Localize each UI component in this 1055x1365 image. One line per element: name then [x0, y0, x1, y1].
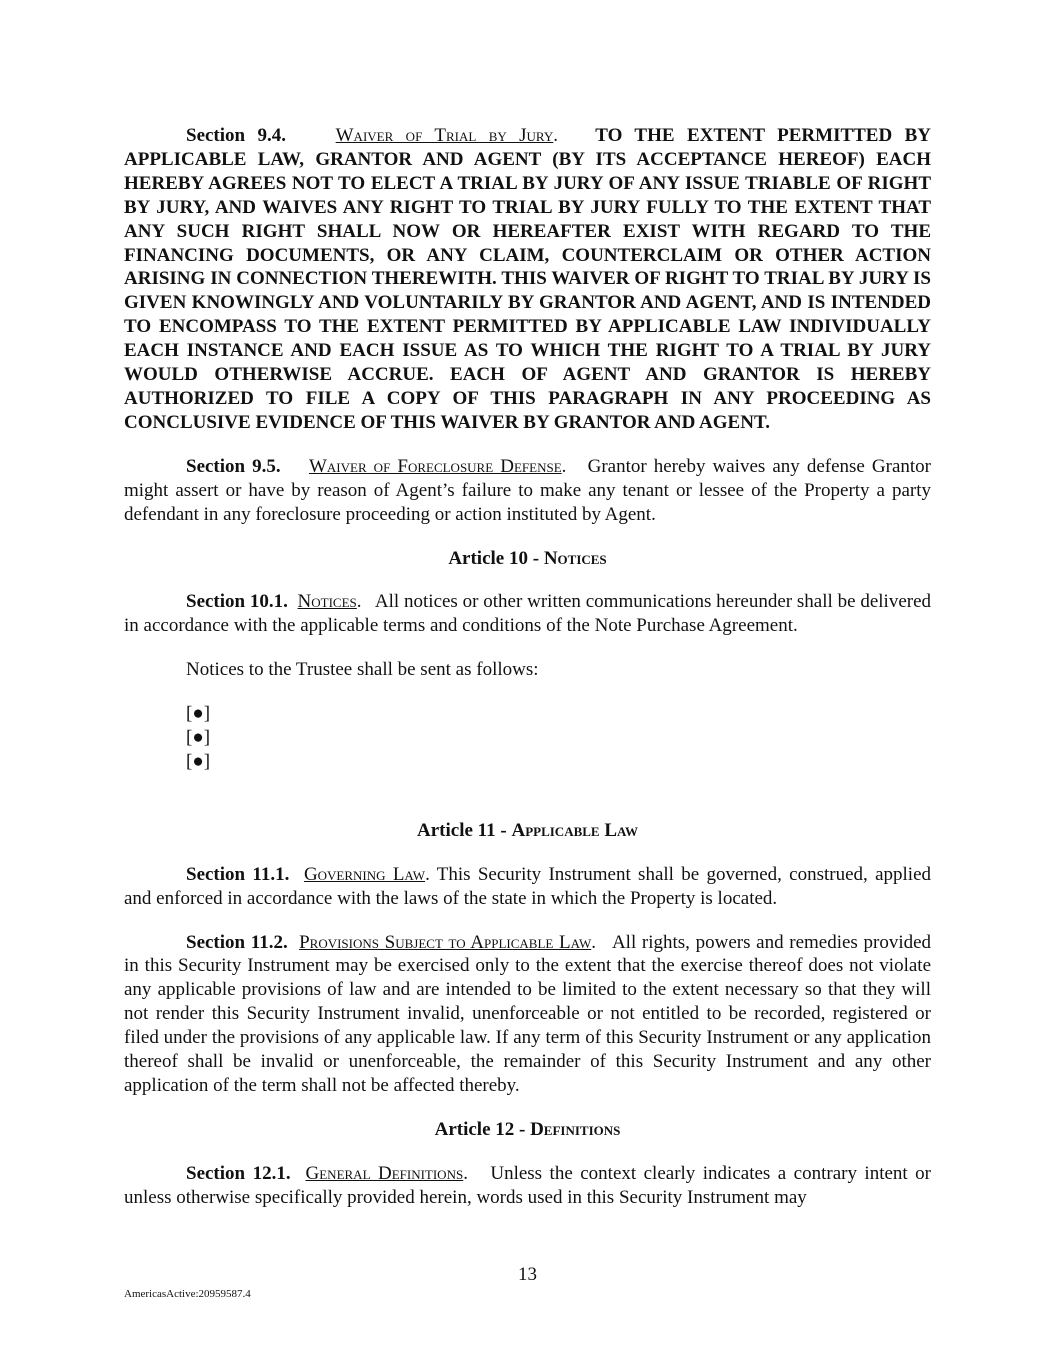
page-content: [124, 124, 931, 1210]
address-placeholder: [●]: [186, 727, 211, 749]
section-label: Section 11.2.: [186, 931, 288, 953]
section-10-1: Section 10.1. Notices. All notices or other written communications hereunder shall be delivered in accordance with the applicable terms and conditions of the Note Purchase Agreement.: [124, 591, 932, 637]
article-title: Definitions: [530, 1118, 621, 1140]
section-title: Provisions Subject to Applicable Law: [299, 931, 592, 953]
section-title: Governing Law: [303, 863, 426, 885]
section-12-1: Section 12.1. General Definitions. Unless the context clearly indicates a contrary intent or unless otherwise specifically provided herein, words used in this Security Instrument may: [124, 1162, 932, 1208]
notice-address-block: [124, 702, 931, 774]
article-11-heading: [124, 819, 931, 843]
section-label: Section 9.4.: [186, 125, 287, 146]
article-title: Notices: [543, 547, 607, 569]
section-body: All notices or other written communications hereunder shall be delivered in accordance with the applicable terms and conditions of the Note Purchase Agreement.: [124, 591, 932, 637]
section-title: Waiver of Foreclosure Defense: [308, 455, 562, 477]
section-body: TO THE EXTENT PERMITTED BY APPLICABLE LAW, GRANTOR AND AGENT (BY ITS ACCEPTANCE HEREOF) EACH HEREBY AGREES NOT TO ELECT A TRIAL BY JURY OF ANY ISSUE TRIABLE OF RIGHT BY JURY, AND WAIVES ANY RIGHT TO TRIAL BY JURY FULLY TO THE EXTENT THAT ANY SUCH RIGHT SHALL NOW OR HEREAFTER EXIST WITH REGARD TO THE FINANCING DOCUMENTS, OR ANY CLAIM, COUNTERCLAIM OR OTHER ACTION ARISING IN CONNECTION THEREWITH. THIS WAIVER OF RIGHT TO TRIAL BY JURY IS GIVEN KNOWINGLY AND VOLUNTARILY BY GRANTOR AND AGENT, AND IS INTENDED TO ENCOMPASS TO THE EXTENT PERMITTED BY APPLICABLE LAW INDIVIDUALLY EACH INSTANCE AND EACH ISSUE AS TO WHICH THE RIGHT TO A TRIAL BY JURY WOULD OTHERWISE ACCRUE. EACH OF AGENT AND GRANTOR IS HEREBY AUTHORIZED TO FILE A COPY OF THIS PARAGRAPH IN ANY PROCEEDING AS CONCLUSIVE EVIDENCE OF THIS WAIVER BY GRANTOR AND AGENT.: [124, 125, 932, 433]
section-label: Section 11.1.: [186, 863, 290, 885]
address-placeholder: [●]: [186, 750, 211, 772]
section-body: Unless the context clearly indicates a contrary intent or unless otherwise specifically provided herein, words used in this Security Instrument may: [124, 1162, 932, 1208]
section-body: Grantor hereby waives any defense Grantor might assert or have by reason of Agent’s failure to make any tenant or lessee of the Property a party defendant in any foreclosure proceeding or action instituted by Agent.: [124, 455, 932, 525]
document-id-footer: AmericasActive:20959587.4: [124, 1288, 251, 1300]
article-label: Article 12 -: [434, 1118, 531, 1140]
section-label: Section 10.1.: [186, 591, 288, 613]
section-9-4: Section 9.4. Waiver of Trial by Jury. TO THE EXTENT PERMITTED BY APPLICABLE LAW, GRANTOR AND AGENT (BY ITS ACCEPTANCE HEREOF) EACH HEREBY AGREES NOT TO ELECT A TRIAL BY JURY OF ANY ISSUE TRIABLE OF RIGHT BY JURY, AND WAIVES ANY RIGHT TO TRIAL BY JURY FULLY TO THE EXTENT THAT ANY SUCH RIGHT SHALL NOW OR HEREAFTER EXIST WITH REGARD TO THE FINANCING DOCUMENTS, OR ANY CLAIM, COUNTERCLAIM OR OTHER ACTION ARISING IN CONNECTION THEREWITH. THIS WAIVER OF RIGHT TO TRIAL BY JURY IS GIVEN KNOWINGLY AND VOLUNTARILY BY GRANTOR AND AGENT, AND IS INTENDED TO ENCOMPASS TO THE EXTENT PERMITTED BY APPLICABLE LAW INDIVIDUALLY EACH INSTANCE AND EACH ISSUE AS TO WHICH THE RIGHT TO A TRIAL BY JURY WOULD OTHERWISE ACCRUE. EACH OF AGENT AND GRANTOR IS HEREBY AUTHORIZED TO FILE A COPY OF THIS PARAGRAPH IN ANY PROCEEDING AS CONCLUSIVE EVIDENCE OF THIS WAIVER BY GRANTOR AND AGENT.: [124, 125, 932, 433]
section-body: All rights, powers and remedies provided in this Security Instrument may be exercised only to the extent that the exercise thereof does not violate any applicable provisions of law and are intended to be limited to the extent necessary so that they will not render this Security Instrument invalid, unenforceable or not entitled to be recorded, registered or filed under the provisions of any applicable law. If any term of this Security Instrument or any application thereof shall be invalid or unenforceable, the remainder of this Security Instrument and any other application of the term shall not be affected thereby.: [124, 931, 932, 1096]
section-label: Section 9.5.: [186, 455, 281, 477]
address-placeholder: [●]: [186, 703, 211, 725]
section-label: Section 12.1.: [186, 1162, 291, 1184]
trustee-notice-line: Notices to the Trustee shall be sent as follows:: [186, 659, 539, 681]
section-9-5: Section 9.5. Waiver of Foreclosure Defense. Grantor hereby waives any defense Grantor might assert or have by reason of Agent’s failure to make any tenant or lessee of the Property a party defendant in any foreclosure proceeding or action instituted by Agent.: [124, 455, 932, 525]
section-body: This Security Instrument shall be governed, construed, applied and enforced in accordance with the laws of the state in which the Property is located.: [124, 863, 932, 909]
section-title: Notices: [297, 591, 357, 613]
page-number: 13: [518, 1264, 537, 1285]
article-label: Article 11 -: [417, 819, 512, 841]
article-10-heading: [124, 547, 931, 571]
section-11-2: Section 11.2. Provisions Subject to Applicable Law. All rights, powers and remedies provided in this Security Instrument may be exercised only to the extent that the exercise thereof does not violate any applicable provisions of law and are intended to be limited to the extent necessary so that they will not render this Security Instrument invalid, unenforceable or not entitled to be recorded, registered or filed under the provisions of any applicable law. If any term of this Security Instrument or any application thereof shall be invalid or unenforceable, the remainder of this Security Instrument and any other application of the term shall not be affected thereby.: [124, 931, 932, 1096]
section-11-1: Section 11.1. Governing Law. This Security Instrument shall be governed, construed, applied and enforced in accordance with the laws of the state in which the Property is located.: [124, 863, 932, 909]
article-12-heading: [124, 1118, 931, 1142]
article-label: Article 10 -: [448, 547, 544, 569]
article-title: Applicable Law: [511, 819, 638, 841]
section-title: Waiver of Trial by Jury: [335, 125, 554, 146]
section-title: General Definitions: [305, 1162, 464, 1184]
